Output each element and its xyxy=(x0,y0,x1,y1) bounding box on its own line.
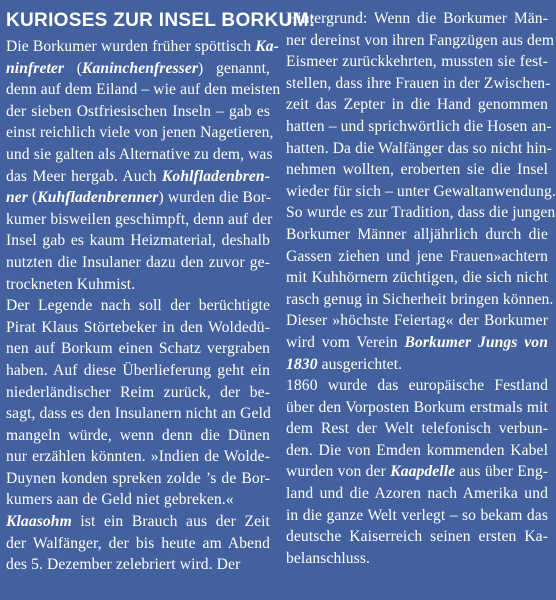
text-run: niederländischer Reim zurück, der be- xyxy=(6,383,270,401)
text-line xyxy=(6,36,279,58)
text-run: ner dereinst von ihren Fangzügen aus dem xyxy=(286,31,555,49)
text-run: rasch genug in Sicherheit bringen können. xyxy=(286,290,554,308)
text-run: in die ganze Welt verlegt – so bekam das xyxy=(286,506,548,524)
emphasis-term: Borkumer Jungs von xyxy=(404,333,548,351)
text-run: über den Vorposten Borkum erstmals mit xyxy=(286,398,548,416)
left-column-text xyxy=(6,36,281,576)
text-run: mangeln würde, wenn denn die Dünen xyxy=(6,426,270,444)
text-line xyxy=(286,51,548,73)
text-run: So wurde es zur Tradition, dass die jungen xyxy=(286,204,556,222)
text-line xyxy=(286,332,548,354)
text-line xyxy=(286,94,548,116)
text-run: Duynen konden spreken zolde ’s de Bor- xyxy=(6,469,270,487)
text-run: stellen, dass ihre Frauen in der Zwischen- xyxy=(286,74,551,92)
text-run: 1860 wurde das europäische Festland xyxy=(286,377,548,395)
text-run: trockneten Kuhmist. xyxy=(6,275,136,293)
text-run: ist ein Brauch aus der Zeit xyxy=(71,513,270,531)
text-line xyxy=(286,181,556,203)
text-run: den. Die von Emden kommenden Kabel xyxy=(286,441,548,459)
text-run: und sie galten als Alternative zu dem, was xyxy=(6,145,273,163)
text-run: nur erzählen könnten. »Indien de Wolde- xyxy=(6,448,270,466)
text-line xyxy=(6,338,270,360)
emphasis-term: Ka- xyxy=(255,38,279,55)
text-run: dem Rest der Welt telefonisch verbun- xyxy=(286,420,548,438)
text-line xyxy=(6,533,270,555)
text-run: wieder für sich – unter Gewaltanwendung. xyxy=(286,182,556,200)
text-line xyxy=(6,274,270,296)
text-line xyxy=(286,30,555,52)
text-run: der Walfänger, der bis heute am Abend xyxy=(6,534,270,552)
text-run: Gassen ziehen und jene Frauen»achtern xyxy=(286,247,548,265)
text-line xyxy=(286,483,548,505)
text-run: des 5. Dezember zelebriert wird. Der xyxy=(6,556,241,574)
text-line xyxy=(6,252,270,274)
emphasis-term: Kuhfladenbrenner xyxy=(37,189,159,207)
text-run: nehmen wollten, eroberten sie die Insel xyxy=(286,161,548,179)
text-run: nutzten die Insulaner dazu den zuvor ge- xyxy=(6,253,270,271)
emphasis-term: Klaasohm xyxy=(6,513,72,531)
text-line xyxy=(6,230,270,252)
text-line xyxy=(6,317,270,339)
text-line xyxy=(286,526,548,548)
text-run: hatten – und sprichwörtlich die Hosen an- xyxy=(286,117,552,135)
text-run: einst reichlich viele von jenen Nagetieren, xyxy=(6,124,274,142)
text-line xyxy=(286,73,551,95)
text-run: mit Kuhhörnern züchtigen, die sich nicht xyxy=(286,269,548,287)
text-run: Dieser »höchste Feiertag« der Borkumer xyxy=(286,312,548,330)
right-column-text xyxy=(286,8,556,569)
text-run: wurden von der xyxy=(286,463,391,481)
text-run: hatten. Da die Walfänger das so nicht hin- xyxy=(286,139,552,157)
text-line xyxy=(286,289,554,311)
text-run: nen auf Borkum einen Schatz vergraben xyxy=(6,340,270,358)
text-line xyxy=(6,187,270,209)
emphasis-term: 1830 xyxy=(286,355,318,373)
text-run: land und die Azoren nach Amerika und xyxy=(286,485,548,503)
emphasis-term: Kaninchenfresser xyxy=(82,59,199,77)
text-run: Eismeer zurückkehrten, mussten sie fest- xyxy=(286,53,548,71)
text-line xyxy=(6,554,270,576)
text-run: Die Borkumer wurden früher spöttisch xyxy=(6,38,256,55)
text-run: ) genannt, xyxy=(198,59,271,77)
text-run: das Meer hergab. Auch xyxy=(6,167,162,185)
text-line xyxy=(6,511,270,533)
text-line xyxy=(6,166,270,188)
text-line xyxy=(286,246,548,268)
text-run: aus über Eng- xyxy=(455,463,549,481)
text-line xyxy=(286,548,548,570)
text-run: belanschluss. xyxy=(286,549,371,567)
text-line xyxy=(286,375,548,397)
text-line xyxy=(286,418,548,440)
text-run: Der Legende nach soll der berüchtigte xyxy=(6,297,270,315)
emphasis-term: ner xyxy=(6,189,28,207)
text-line xyxy=(286,138,552,160)
right-column xyxy=(286,8,556,569)
text-line xyxy=(286,505,548,527)
text-run: ( xyxy=(64,59,83,77)
text-line xyxy=(6,101,270,123)
text-run: ( xyxy=(27,189,38,207)
text-line xyxy=(6,144,273,166)
box-heading: KURIOSES ZUR INSEL BORKUM: xyxy=(6,10,316,31)
text-run: der sieben Ostfriesischen Inseln – gab es xyxy=(6,102,270,120)
text-line xyxy=(6,295,270,317)
text-run: denn auf dem Eiland – wie auf den meisten xyxy=(6,81,281,99)
text-line xyxy=(6,382,270,404)
text-run: wird vom Verein xyxy=(286,333,405,351)
text-line xyxy=(286,202,556,224)
text-run: kumer bisweilen geschimpft, denn auf der xyxy=(6,210,273,228)
text-line xyxy=(6,360,270,382)
text-line xyxy=(286,354,548,376)
emphasis-term: Kohlfladenbren- xyxy=(161,167,270,185)
text-line xyxy=(6,446,270,468)
text-line xyxy=(6,403,270,425)
text-line xyxy=(6,425,270,447)
text-run: kumers aan de Geld niet gebreken.« xyxy=(6,491,234,509)
text-run: Hintergrund: Wenn die Borkumer Män- xyxy=(286,10,548,27)
text-run: deutsche Kaiserreich seinen ersten Ka- xyxy=(286,528,548,546)
text-run: ausgerichtet. xyxy=(317,355,403,373)
text-line xyxy=(286,440,548,462)
text-line xyxy=(6,468,270,490)
text-run: zeit das Zepter in die Hand genommen xyxy=(286,96,548,114)
text-line xyxy=(6,58,270,80)
text-line xyxy=(286,224,548,246)
text-line xyxy=(6,489,270,511)
text-line xyxy=(6,209,273,231)
text-line xyxy=(6,122,274,144)
text-run: ) wurden die Bor- xyxy=(158,189,272,207)
text-run: haben. Auf diese Überlieferung geht ein xyxy=(6,361,270,379)
text-line xyxy=(286,461,548,483)
text-line xyxy=(286,310,548,332)
emphasis-term: ninfreter xyxy=(6,59,65,77)
text-line xyxy=(286,159,548,181)
emphasis-term: Kaapdelle xyxy=(390,463,456,481)
text-run: Pirat Klaus Störtebeker in den Woldedü- xyxy=(6,318,270,336)
text-line xyxy=(286,397,548,419)
text-line xyxy=(286,8,548,30)
text-run: Insel gab es kaum Heizmaterial, deshalb xyxy=(6,232,270,250)
text-run: sagt, dass es den Insulanern nicht an Geld xyxy=(6,405,271,423)
text-line xyxy=(286,267,548,289)
text-line xyxy=(286,116,552,138)
text-line xyxy=(6,79,281,101)
text-run: Borkumer Männer alljährlich durch die xyxy=(286,225,548,243)
